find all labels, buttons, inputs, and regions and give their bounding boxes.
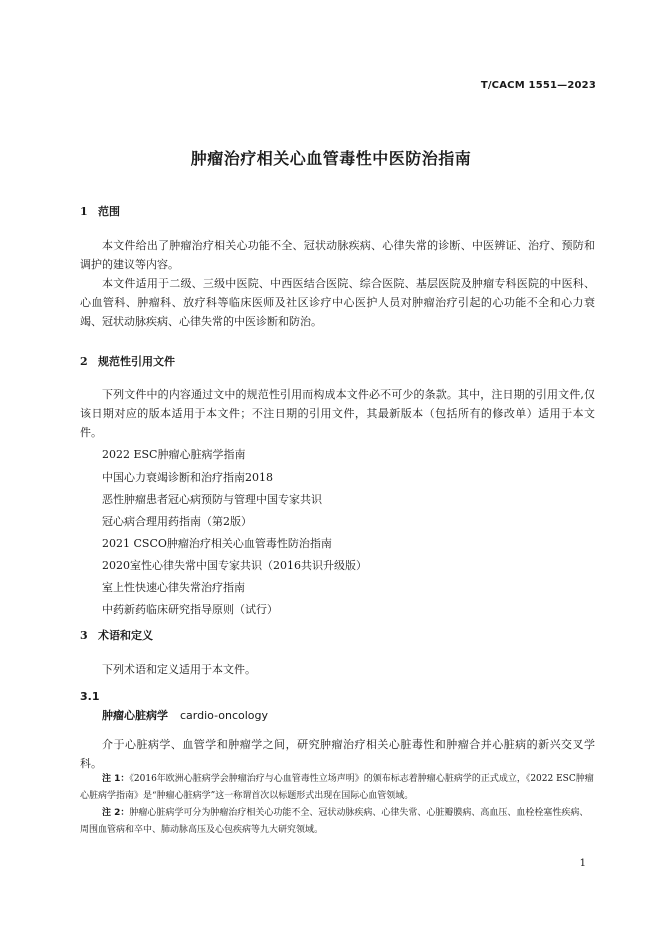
normative-intro-paragraph: 下列文件中的内容通过文中的规范性引用而构成本文件必不可少的条款。其中，注日期的引用文件,仅该日期对应的版本适用于本文件；不注日期的引用文件，其最新版本（包括所有的修改单）适用于本文件。 <box>80 388 595 439</box>
reference-item: 2021 CSCO肿瘤治疗相关心血管毒性防治指南 <box>102 537 332 550</box>
reference-item: 中药新药临床研究指导原则（试行） <box>102 603 278 616</box>
reference-item: 室上性快速心律失常治疗指南 <box>102 581 245 594</box>
section-number: 3 <box>80 629 88 642</box>
note-label: 注 1： <box>102 774 130 784</box>
scope-paragraph-2: 本文件适用于二级、三级中医院、中西医结合医院、综合医院、基层医院及肿瘤专科医院的中医科、心血管科、肿瘤科、放疗科等临床医师及社区诊疗中心医护人员对肿瘤治疗引起的心功能不全和心力衰竭、冠状动脉疾病、心律失常的中医诊断和防治。 <box>80 277 595 328</box>
section-title: 范围 <box>98 205 120 218</box>
term-chinese: 肿瘤心脏病学 <box>102 709 168 722</box>
term-entry <box>102 707 268 723</box>
section-number: 2 <box>80 355 88 368</box>
document-title: 肿瘤治疗相关心血管毒性中医防治指南 <box>190 149 472 168</box>
term-number: 3.1 <box>80 690 100 703</box>
reference-item: 冠心病合理用药指南（第2版） <box>102 515 252 528</box>
note-label: 注 2： <box>102 808 130 818</box>
term-english: cardio-oncology <box>180 709 269 722</box>
section-number: 1 <box>80 205 88 218</box>
terms-intro-paragraph: 下列术语和定义适用于本文件。 <box>102 663 256 676</box>
section-heading-normative-references <box>80 353 175 369</box>
reference-item: 恶性肿瘤患者冠心病预防与管理中国专家共识 <box>102 493 322 506</box>
term-note-2 <box>80 805 595 839</box>
page-number: 1 <box>579 858 586 869</box>
reference-item: 2020室性心律失常中国专家共识（2016共识升级版） <box>102 559 367 572</box>
section-title: 规范性引用文件 <box>98 355 175 368</box>
term-definition: 介于心脏病学、血管学和肿瘤学之间，研究肿瘤治疗相关心脏毒性和肿瘤合并心脏病的新兴交叉学科。 <box>80 738 595 770</box>
section-heading-scope <box>80 203 120 219</box>
note-text: 肿瘤心脏病学可分为肿瘤治疗相关心功能不全、冠状动脉疾病、心律失常、心脏瓣膜病、高血压、血栓栓塞性疾病、周围血管病和卒中、肺动脉高压及心包疾病等九大研究领域。 <box>80 808 589 835</box>
section-heading-terms <box>80 627 153 643</box>
document-code: T/CACM 1551—2023 <box>480 80 596 91</box>
scope-paragraph-1: 本文件给出了肿瘤治疗相关心功能不全、冠状动脉疾病、心律失常的诊断、中医辨证、治疗、预防和调护的建议等内容。 <box>80 239 595 271</box>
term-note-1 <box>80 771 595 805</box>
reference-item: 2022 ESC肿瘤心脏病学指南 <box>102 448 246 461</box>
reference-item: 中国心力衰竭诊断和治疗指南2018 <box>102 471 273 484</box>
note-text: 《2016年欧洲心脏病学会肿瘤治疗与心血管毒性立场声明》的颁布标志着肿瘤心脏病学的正式成立，《2022 ESC肿瘤心脏病学指南》是“肿瘤心脏病学”这一称谓首次以标题形式出现在国际心血管领域。 <box>80 774 594 801</box>
section-title: 术语和定义 <box>98 629 153 642</box>
